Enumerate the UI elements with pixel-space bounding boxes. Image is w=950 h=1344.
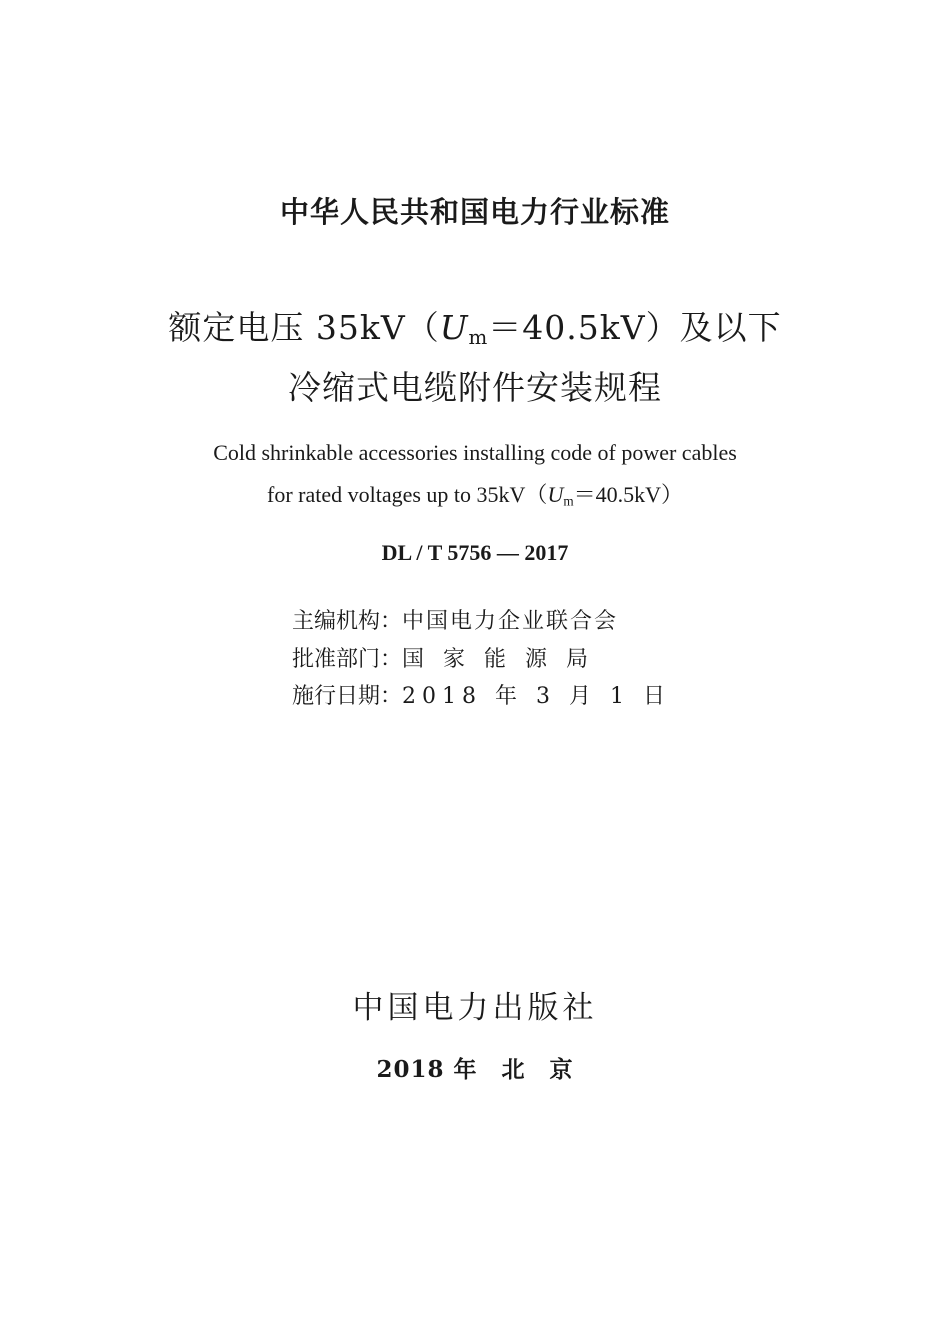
metadata-label: 批准部门： [292, 647, 403, 672]
um-subscript-en: m [563, 493, 574, 509]
standard-code: DL / T 5756 — 2017 [381, 540, 569, 565]
metadata-label: 主编机构： [292, 609, 403, 634]
publication-place-year: 2018 年 北 京 [376, 1056, 574, 1083]
metadata-row-editor [292, 604, 618, 635]
publisher-name: 中国电力出版社 [352, 990, 598, 1026]
metadata-value: 国家能源局 [402, 647, 608, 672]
document-title-en-line-2 [0, 478, 950, 509]
title-en-prefix: for rated voltages up to 35kV（ [267, 482, 548, 507]
um-symbol: U [439, 308, 469, 347]
metadata-row-approver [292, 642, 607, 673]
title-en-suffix: ＝40.5kV） [573, 482, 683, 507]
document-title-cn-line-1 [0, 302, 950, 349]
title-cn-prefix: 额定电压 35kV（ [168, 308, 440, 347]
metadata-label: 施行日期： [292, 684, 403, 709]
metadata-value: 2018 年 3 月 1 日 [402, 684, 671, 709]
series-title: 中华人民共和国电力行业标准 [279, 195, 670, 229]
title-cn-suffix: ＝40.5kV）及以下 [488, 308, 782, 347]
um-symbol-en: U [547, 482, 564, 507]
document-title-en-line-1: Cold shrinkable accessories installing code of power cables [213, 440, 737, 465]
metadata-value: 中国电力企业联合会 [402, 609, 619, 634]
document-title-cn-line-2: 冷缩式电缆附件安装规程 [288, 368, 662, 407]
um-subscript: m [468, 325, 489, 349]
metadata-row-effective-date [292, 679, 671, 710]
